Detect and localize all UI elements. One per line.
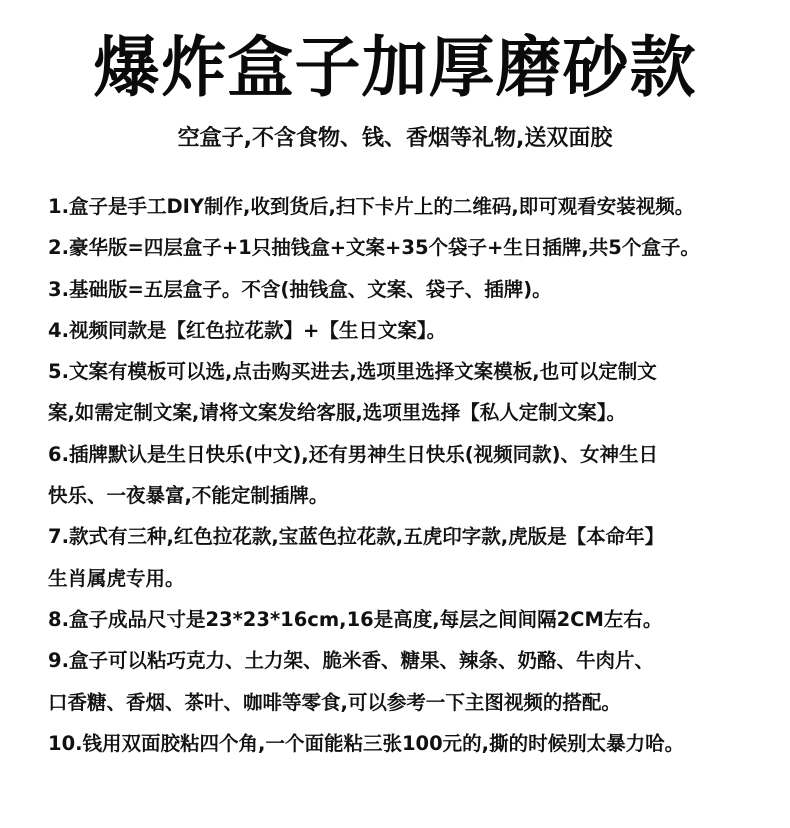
note-line-1: 1.盒子是手工DIY制作,收到货后,扫下卡片上的二维码,即可观看安装视频。 (48, 195, 695, 218)
note-line-2: 2.豪华版=四层盒子+1只抽钱盒+文案+35个袋子+生日插牌,共5个盒子。 (48, 236, 700, 260)
note-line-6: 6.插牌默认是生日快乐(中文),还有男神生日快乐(视频同款)、女神生日 (48, 442, 659, 466)
note-line-9: 9.盒子可以粘巧克力、土力架、脆米香、糖果、辣条、奶酪、牛肉片、 (48, 649, 654, 673)
page-subtitle: 空盒子,不含食物、钱、香烟等礼物,送双面胶 (177, 126, 613, 151)
notes-list (48, 186, 768, 764)
note-line-7: 7.款式有三种,红色拉花款,宝蓝色拉花款,五虎印字款,虎版是【本命年】 (48, 525, 665, 549)
note-line-5: 5.文案有模板可以选,点击购买进去,选项里选择文案模板,也可以定制文 (48, 360, 657, 384)
note-line-4: 4.视频同款是【红色拉花款】+【生日文案】。 (48, 318, 447, 342)
note-line-3: 3.基础版=五层盒子。不含(抽钱盒、文案、袋子、插牌)。 (48, 277, 552, 301)
note-line-7-cont: 生肖属虎专用。 (48, 566, 185, 590)
note-line-8: 8.盒子成品尺寸是23*23*16cm,16是高度,每层之间间隔2CM左右。 (48, 607, 663, 631)
note-line-5-cont: 案,如需定制文案,请将文案发给客服,选项里选择【私人定制文案】。 (48, 401, 626, 425)
note-line-10: 10.钱用双面胶粘四个角,一个面能粘三张100元的,撕的时候别太暴力哈。 (48, 731, 685, 755)
page-title: 爆炸盒子加厚磨砂款 (93, 29, 697, 106)
note-line-9-cont: 口香糖、香烟、茶叶、咖啡等零食,可以参考一下主图视频的搭配。 (48, 690, 621, 714)
note-line-6-cont: 快乐、一夜暴富,不能定制插牌。 (48, 484, 329, 508)
